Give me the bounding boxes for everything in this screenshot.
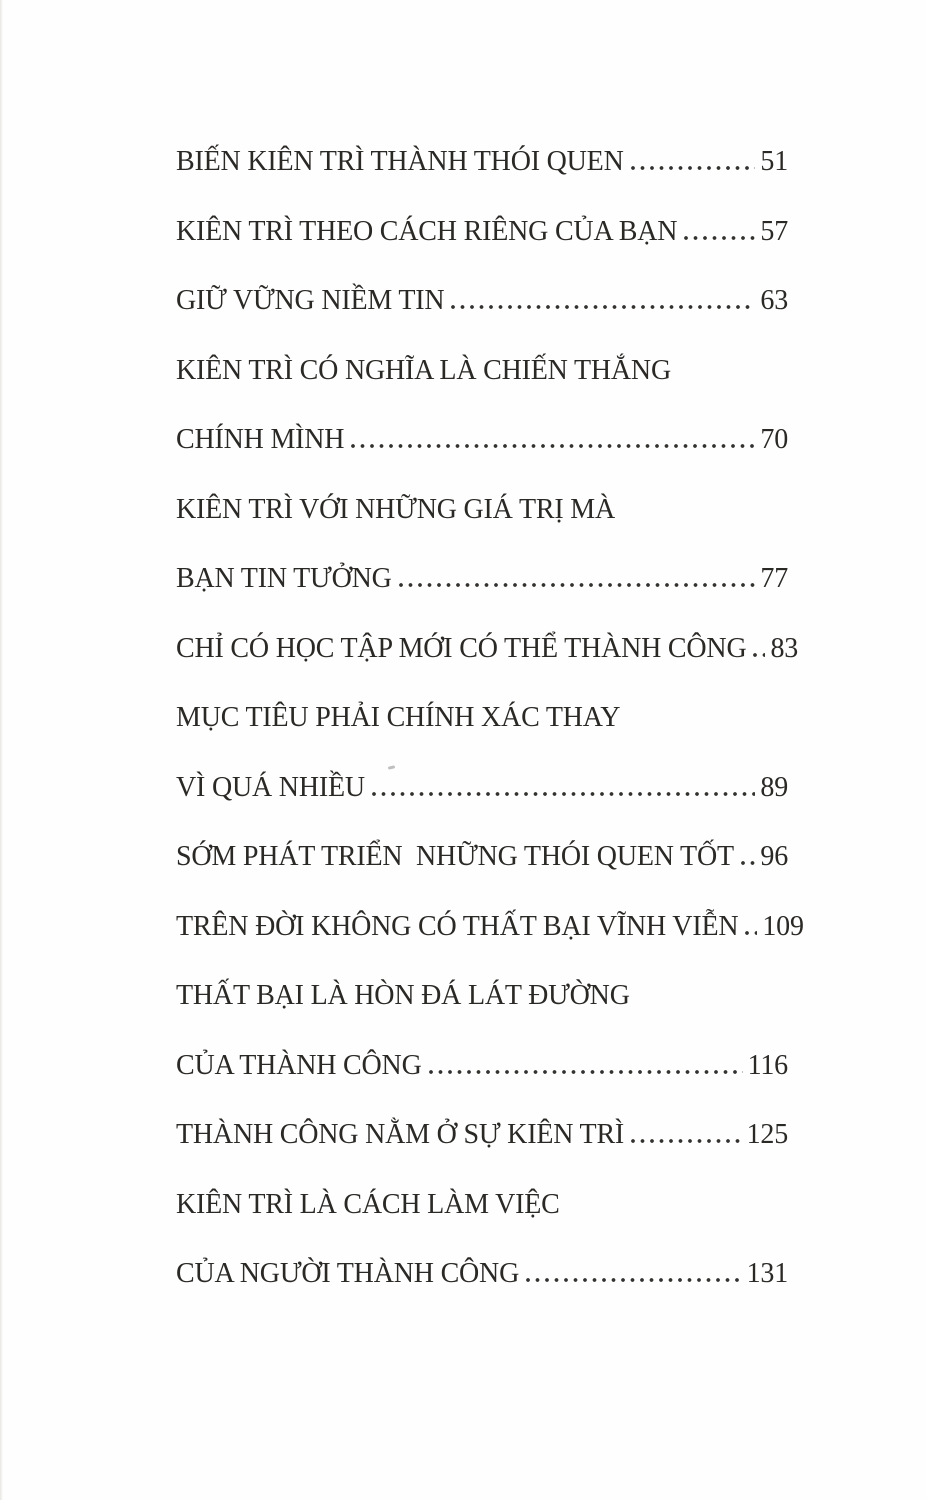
page-number: 116	[747, 1049, 788, 1081]
scan-edge-artifact	[0, 0, 3, 1500]
dot-leader	[351, 444, 755, 448]
dot-leader	[753, 653, 765, 657]
toc-entry-title: CỦA THÀNH CÔNG	[176, 1049, 422, 1081]
page-number: 70	[760, 424, 788, 455]
table-of-contents	[176, 146, 804, 1328]
toc-line	[176, 632, 799, 703]
toc-entry-title: VÌ QUÁ NHIỀU	[176, 771, 365, 803]
toc-line	[176, 146, 788, 216]
toc-line	[176, 910, 804, 981]
toc-line	[176, 1119, 788, 1189]
page-number: 63	[760, 285, 788, 316]
toc-line	[176, 980, 788, 1050]
toc-line	[176, 1050, 788, 1120]
toc-entry-title: CỦA NGƯỜI THÀNH CÔNG	[176, 1258, 520, 1289]
page-number: 125	[746, 1119, 788, 1150]
toc-entry-title: BẠN TIN TƯỞNG	[176, 563, 392, 594]
dot-leader	[741, 861, 756, 865]
toc-line	[176, 355, 788, 425]
toc-line	[176, 702, 788, 772]
toc-line	[176, 563, 788, 633]
page-number: 77	[760, 563, 788, 594]
toc-line	[176, 772, 788, 842]
toc-entry-title: CHỈ CÓ HỌC TẬP MỚI CÓ THỂ THÀNH CÔNG	[176, 632, 747, 664]
toc-entry-title: KIÊN TRÌ LÀ CÁCH LÀM VIỆC	[176, 1188, 560, 1220]
toc-line	[176, 1258, 788, 1328]
dot-leader	[526, 1278, 741, 1282]
page-number: 131	[746, 1258, 788, 1289]
toc-entry-title: MỤC TIÊU PHẢI CHÍNH XÁC THAY	[176, 702, 621, 733]
dot-leader	[684, 236, 755, 240]
toc-entry-title: SỚM PHÁT TRIỂN NHỮNG THÓI QUEN TỐT	[176, 841, 734, 872]
page-number: 109	[762, 910, 804, 942]
toc-line	[176, 216, 788, 286]
toc-entry-title: THÀNH CÔNG NẰM Ở SỰ KIÊN TRÌ	[176, 1119, 625, 1150]
toc-entry-title: KIÊN TRÌ VỚI NHỮNG GIÁ TRỊ MÀ	[176, 493, 616, 525]
toc-line	[176, 494, 788, 564]
page-number: 57	[760, 215, 788, 247]
toc-line	[176, 285, 788, 355]
toc-entry-title: GIỮ VỮNG NIỀM TIN	[176, 285, 445, 316]
page-number: 96	[760, 841, 788, 872]
page-number: 51	[760, 146, 788, 177]
dot-leader	[399, 583, 756, 587]
toc-entry-title: CHÍNH MÌNH	[176, 424, 345, 455]
toc-entry-title: KIÊN TRÌ CÓ NGHĨA LÀ CHIẾN THẮNG	[176, 354, 671, 386]
toc-line	[176, 424, 788, 494]
toc-line	[176, 1189, 788, 1259]
toc-entry-title: THẤT BẠI LÀ HÒN ĐÁ LÁT ĐƯỜNG	[176, 980, 630, 1011]
toc-entry-title: KIÊN TRÌ THEO CÁCH RIÊNG CỦA BẠN	[176, 215, 678, 247]
toc-entry-title: BIẾN KIÊN TRÌ THÀNH THÓI QUEN	[176, 146, 624, 177]
dot-leader	[429, 1070, 743, 1074]
dot-leader	[631, 166, 756, 170]
dot-leader	[631, 1139, 742, 1143]
toc-entry-title: TRÊN ĐỜI KHÔNG CÓ THẤT BẠI VĨNH VIỄN	[176, 910, 739, 942]
page-number: 83	[770, 632, 799, 664]
page-number: 89	[760, 771, 788, 803]
dot-leader	[451, 305, 755, 309]
dot-leader	[745, 931, 757, 935]
dot-leader	[372, 792, 755, 796]
toc-line	[176, 841, 788, 911]
